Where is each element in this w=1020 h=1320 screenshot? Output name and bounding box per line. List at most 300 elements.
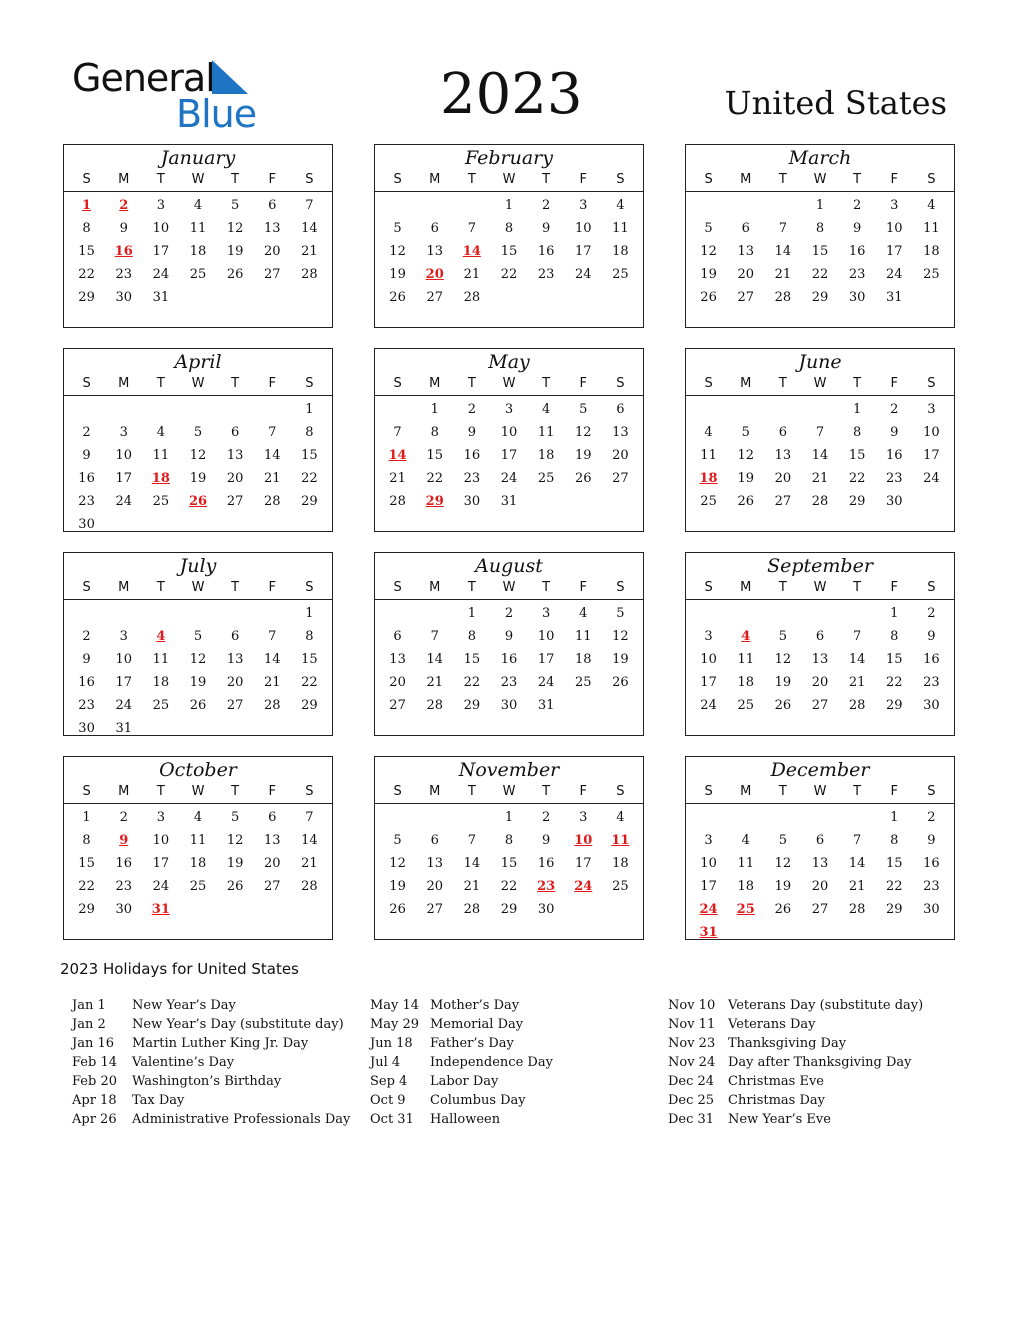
weekday-label: M xyxy=(740,172,752,187)
calendar-day: 31 xyxy=(500,494,518,509)
holiday-day: 20 xyxy=(425,267,444,282)
weekday-label: T xyxy=(778,172,787,187)
calendar-day: 17 xyxy=(923,448,940,463)
empty-cell xyxy=(801,602,838,625)
calendar-day: 19 xyxy=(189,675,207,690)
calendar-day: 27 xyxy=(811,698,829,713)
calendar-day: 23 xyxy=(115,879,132,894)
calendar-day: 1 xyxy=(82,810,91,825)
weekday-label: W xyxy=(191,172,205,187)
days-grid xyxy=(686,602,954,717)
calendar-day: 16 xyxy=(78,471,95,486)
weekday-label: T xyxy=(467,784,476,799)
holiday-row xyxy=(72,1034,350,1053)
calendar-day: 3 xyxy=(156,198,165,213)
holiday-day: 11 xyxy=(611,833,630,848)
calendar-day: 22 xyxy=(78,267,95,282)
calendar-day: 11 xyxy=(152,652,170,667)
weekday-label: F xyxy=(268,172,277,187)
calendar-day: 26 xyxy=(612,675,629,690)
empty-cell xyxy=(416,602,453,625)
calendar-day: 27 xyxy=(226,494,244,509)
calendar-day: 26 xyxy=(226,879,244,894)
weekday-label: T xyxy=(853,784,862,799)
empty-cell xyxy=(453,806,490,829)
calendar-day: 27 xyxy=(811,902,829,917)
calendar-day: 4 xyxy=(616,810,625,825)
month-june xyxy=(685,348,955,532)
holiday-row xyxy=(370,996,553,1015)
weekday-label: W xyxy=(191,376,205,391)
calendar-day: 23 xyxy=(848,267,866,282)
weekday-label: T xyxy=(156,376,165,391)
weekday-label: T xyxy=(853,376,862,391)
weekday-label: S xyxy=(927,784,936,799)
calendar-day: 14 xyxy=(301,221,318,236)
holiday-name: Tax Day xyxy=(132,1093,185,1108)
empty-cell xyxy=(727,194,764,217)
weekday-label: S xyxy=(616,784,625,799)
calendar-day: 17 xyxy=(115,471,132,486)
calendar-day: 21 xyxy=(264,471,281,486)
calendar-day: 7 xyxy=(268,629,277,644)
holiday-date: Apr 18 xyxy=(72,1093,117,1108)
calendar-day: 30 xyxy=(78,721,95,736)
month-september xyxy=(685,552,955,736)
month-name: October xyxy=(159,759,237,781)
holiday-row xyxy=(668,1053,923,1072)
calendar-day: 16 xyxy=(886,448,903,463)
month-name: November xyxy=(458,759,560,781)
calendar-day: 4 xyxy=(156,425,165,440)
calendar-day: 12 xyxy=(774,652,792,667)
empty-cell xyxy=(254,398,291,421)
calendar-day: 24 xyxy=(886,267,903,282)
calendar-day: 25 xyxy=(189,267,207,282)
calendar-day: 11 xyxy=(737,856,754,871)
calendar-day: 1 xyxy=(430,402,439,417)
weekday-label: M xyxy=(429,376,441,391)
holiday-day: 29 xyxy=(425,494,444,509)
calendar-day: 21 xyxy=(389,471,406,486)
empty-cell xyxy=(217,398,254,421)
holiday-column xyxy=(370,996,553,1129)
calendar-day: 2 xyxy=(82,629,91,644)
calendar-day: 8 xyxy=(430,425,439,440)
calendar-day: 5 xyxy=(778,629,787,644)
holiday-row xyxy=(668,1072,923,1091)
holiday-row xyxy=(72,1091,350,1110)
weekday-label: M xyxy=(740,580,752,595)
calendar-day: 31 xyxy=(152,290,170,305)
weekday-label: T xyxy=(778,784,787,799)
calendar-day: 28 xyxy=(774,290,792,305)
calendar-day: 1 xyxy=(305,606,314,621)
holiday-name: Christmas Day xyxy=(728,1093,825,1108)
calendar-day: 11 xyxy=(612,221,629,236)
calendar-day: 8 xyxy=(305,425,314,440)
calendar-day: 11 xyxy=(575,629,592,644)
days-grid xyxy=(64,602,332,740)
weekday-label: W xyxy=(813,376,827,391)
empty-cell xyxy=(764,398,801,421)
calendar-day: 19 xyxy=(700,267,717,282)
calendar-day: 3 xyxy=(504,402,514,417)
weekday-label: S xyxy=(393,580,402,595)
calendar-day: 15 xyxy=(426,448,443,463)
weekday-label: W xyxy=(813,172,827,187)
calendar-day: 18 xyxy=(612,244,629,259)
calendar-day: 2 xyxy=(927,606,936,621)
holiday-date: Dec 24 xyxy=(668,1074,715,1089)
holiday-day: 18 xyxy=(699,471,718,486)
calendar-day: 27 xyxy=(226,698,244,713)
calendar-day: 22 xyxy=(426,471,443,486)
days-grid xyxy=(375,806,643,921)
weekday-header xyxy=(64,169,332,192)
month-name: February xyxy=(464,147,553,169)
calendar-day: 1 xyxy=(890,606,899,621)
calendar-day: 7 xyxy=(268,425,277,440)
calendar-day: 30 xyxy=(537,902,555,917)
holiday-row xyxy=(72,1053,350,1072)
calendar-day: 10 xyxy=(115,652,132,667)
holiday-name: Halloween xyxy=(430,1112,501,1127)
calendar-day: 31 xyxy=(537,698,555,713)
weekday-label: F xyxy=(579,784,588,799)
calendar-day: 8 xyxy=(890,833,899,848)
holiday-name: Independence Day xyxy=(430,1055,553,1070)
calendar-day: 10 xyxy=(500,425,518,440)
calendar-day: 14 xyxy=(774,244,792,259)
holiday-row xyxy=(668,1091,923,1110)
calendar-day: 9 xyxy=(504,629,514,644)
calendar-day: 30 xyxy=(78,517,95,532)
holiday-name: New Year’s Day xyxy=(132,998,236,1013)
calendar-day: 20 xyxy=(426,879,443,894)
calendar-day: 17 xyxy=(700,879,717,894)
weekday-label: S xyxy=(393,376,402,391)
calendar-day: 25 xyxy=(537,471,555,486)
calendar-day: 14 xyxy=(264,448,281,463)
calendar-day: 26 xyxy=(226,267,244,282)
calendar-day: 14 xyxy=(301,833,318,848)
calendar-day: 2 xyxy=(82,425,91,440)
calendar-day: 15 xyxy=(848,448,866,463)
weekday-label: T xyxy=(231,376,240,391)
calendar-day: 26 xyxy=(189,698,207,713)
calendar-day: 19 xyxy=(612,652,629,667)
weekday-label: S xyxy=(393,784,402,799)
weekday-label: S xyxy=(616,172,625,187)
calendar-day: 7 xyxy=(852,833,862,848)
calendar-day: 29 xyxy=(886,698,903,713)
calendar-day: 6 xyxy=(230,629,240,644)
weekday-label: S xyxy=(704,172,713,187)
calendar-day: 16 xyxy=(848,244,866,259)
holiday-day: 31 xyxy=(699,925,718,940)
calendar-day: 9 xyxy=(541,833,551,848)
weekday-label: T xyxy=(156,172,165,187)
calendar-day: 10 xyxy=(115,448,132,463)
calendar-day: 8 xyxy=(852,425,862,440)
weekday-label: F xyxy=(890,172,899,187)
calendar-day: 18 xyxy=(189,244,207,259)
calendar-day: 18 xyxy=(189,856,207,871)
calendar-day: 6 xyxy=(815,833,825,848)
weekday-label: S xyxy=(82,172,91,187)
weekday-label: S xyxy=(82,580,91,595)
calendar-day: 5 xyxy=(193,629,203,644)
holiday-day: 25 xyxy=(736,902,755,917)
holiday-day: 31 xyxy=(151,902,170,917)
holiday-day: 10 xyxy=(574,833,593,848)
calendar-day: 10 xyxy=(152,833,170,848)
calendar-day: 8 xyxy=(815,221,825,236)
calendar-day: 28 xyxy=(426,698,443,713)
weekday-label: W xyxy=(813,580,827,595)
calendar-day: 26 xyxy=(774,902,792,917)
holiday-row xyxy=(370,1034,553,1053)
calendar-day: 29 xyxy=(301,494,318,509)
calendar-day: 25 xyxy=(189,879,207,894)
weekday-label: F xyxy=(579,172,588,187)
calendar-day: 20 xyxy=(264,856,281,871)
calendar-day: 16 xyxy=(78,675,95,690)
holiday-row xyxy=(668,996,923,1015)
month-october xyxy=(63,756,333,940)
holiday-day: 2 xyxy=(119,198,129,213)
empty-cell xyxy=(379,194,416,217)
weekday-label: S xyxy=(927,376,936,391)
calendar-day: 27 xyxy=(612,471,629,486)
days-grid xyxy=(686,194,954,309)
holiday-day: 18 xyxy=(151,471,170,486)
calendar-day: 9 xyxy=(82,652,91,667)
empty-cell xyxy=(690,194,727,217)
month-april xyxy=(63,348,333,532)
weekday-label: S xyxy=(305,376,314,391)
calendar-day: 3 xyxy=(579,198,588,213)
weekday-label: T xyxy=(778,376,787,391)
calendar-day: 17 xyxy=(152,856,170,871)
empty-cell xyxy=(839,602,876,625)
calendar-day: 7 xyxy=(467,221,476,236)
calendar-day: 13 xyxy=(264,221,281,236)
calendar-day: 10 xyxy=(886,221,903,236)
calendar-day: 24 xyxy=(115,698,132,713)
calendar-day: 16 xyxy=(923,652,940,667)
calendar-day: 2 xyxy=(852,198,862,213)
holiday-day: 26 xyxy=(188,494,208,509)
holiday-name: New Year’s Day (substitute day) xyxy=(132,1017,344,1032)
calendar-day: 11 xyxy=(189,221,207,236)
calendar-day: 2 xyxy=(541,198,551,213)
calendar-day: 18 xyxy=(612,856,629,871)
calendar-day: 9 xyxy=(82,448,91,463)
holiday-date: Nov 11 xyxy=(668,1017,716,1032)
calendar-day: 5 xyxy=(193,425,203,440)
calendar-day: 17 xyxy=(575,856,592,871)
month-name: March xyxy=(788,147,852,169)
holiday-date: Dec 25 xyxy=(668,1093,715,1108)
month-name: May xyxy=(488,351,530,373)
calendar-day: 13 xyxy=(811,652,829,667)
holiday-name: Washington’s Birthday xyxy=(132,1074,282,1089)
calendar-day: 1 xyxy=(815,198,825,213)
weekday-label: W xyxy=(813,784,827,799)
calendar-day: 17 xyxy=(886,244,903,259)
empty-cell xyxy=(68,398,105,421)
calendar-day: 8 xyxy=(504,221,514,236)
weekday-label: S xyxy=(616,376,625,391)
calendar-day: 1 xyxy=(467,606,476,621)
calendar-day: 31 xyxy=(115,721,132,736)
holiday-day: 9 xyxy=(119,833,129,848)
calendar-day: 20 xyxy=(774,471,792,486)
calendar-day: 6 xyxy=(616,402,625,417)
calendar-day: 18 xyxy=(537,448,555,463)
calendar-day: 19 xyxy=(737,471,754,486)
empty-cell xyxy=(416,806,453,829)
weekday-label: S xyxy=(704,376,713,391)
empty-cell xyxy=(105,602,142,625)
calendar-day: 19 xyxy=(575,448,592,463)
calendar-day: 12 xyxy=(774,856,792,871)
weekday-header xyxy=(375,169,643,192)
calendar-day: 12 xyxy=(226,833,244,848)
weekday-label: T xyxy=(853,580,862,595)
calendar-day: 27 xyxy=(264,267,281,282)
holiday-name: Martin Luther King Jr. Day xyxy=(132,1036,309,1051)
calendar-day: 19 xyxy=(774,879,792,894)
weekday-label: S xyxy=(305,172,314,187)
calendar-day: 3 xyxy=(541,606,551,621)
holiday-date: Feb 20 xyxy=(72,1074,117,1089)
calendar-day: 5 xyxy=(704,221,713,236)
holiday-day: 14 xyxy=(388,448,407,463)
calendar-day: 10 xyxy=(152,221,170,236)
holiday-date: Oct 31 xyxy=(370,1112,414,1127)
calendar-day: 15 xyxy=(463,652,481,667)
holiday-row xyxy=(72,1015,350,1034)
holiday-row xyxy=(72,996,350,1015)
calendar-day: 27 xyxy=(264,879,281,894)
calendar-day: 23 xyxy=(78,698,95,713)
calendar-day: 13 xyxy=(389,652,406,667)
weekday-label: M xyxy=(118,784,130,799)
calendar-day: 7 xyxy=(430,629,439,644)
calendar-day: 21 xyxy=(301,856,318,871)
weekday-label: T xyxy=(231,784,240,799)
weekday-label: S xyxy=(704,784,713,799)
weekday-label: F xyxy=(890,376,899,391)
calendar-day: 11 xyxy=(700,448,717,463)
days-grid xyxy=(64,806,332,921)
weekday-label: F xyxy=(268,376,277,391)
weekday-header xyxy=(375,781,643,804)
empty-cell xyxy=(217,602,254,625)
calendar-day: 15 xyxy=(301,448,318,463)
calendar-day: 30 xyxy=(463,494,481,509)
holiday-row xyxy=(668,1110,923,1129)
calendar-day: 10 xyxy=(700,652,717,667)
calendar-day: 25 xyxy=(737,698,754,713)
days-grid xyxy=(686,806,954,944)
weekday-label: W xyxy=(502,784,516,799)
weekday-label: F xyxy=(579,580,588,595)
month-january xyxy=(63,144,333,328)
calendar-day: 22 xyxy=(848,471,866,486)
calendar-day: 14 xyxy=(463,856,481,871)
calendar-day: 23 xyxy=(537,267,555,282)
holiday-day: 14 xyxy=(462,244,481,259)
calendar-day: 29 xyxy=(78,290,95,305)
calendar-day: 4 xyxy=(616,198,625,213)
weekday-label: T xyxy=(467,172,476,187)
holiday-date: Jun 18 xyxy=(370,1036,413,1051)
holiday-row xyxy=(72,1110,350,1129)
weekday-label: S xyxy=(616,580,625,595)
calendar-day: 28 xyxy=(389,494,406,509)
calendar-day: 6 xyxy=(430,221,439,236)
calendar-day: 4 xyxy=(741,833,750,848)
weekday-label: T xyxy=(542,172,551,187)
weekday-label: W xyxy=(502,376,516,391)
weekday-label: T xyxy=(542,580,551,595)
holiday-name: Day after Thanksgiving Day xyxy=(728,1055,912,1070)
holiday-date: Jan 1 xyxy=(72,998,106,1013)
calendar-day: 6 xyxy=(230,425,240,440)
calendar-day: 10 xyxy=(575,221,592,236)
weekday-header xyxy=(64,373,332,396)
calendar-day: 20 xyxy=(811,879,829,894)
calendar-day: 24 xyxy=(152,879,170,894)
calendar-day: 15 xyxy=(301,652,318,667)
holiday-name: New Year’s Eve xyxy=(728,1112,831,1127)
calendar-day: 5 xyxy=(230,810,240,825)
calendar-day: 21 xyxy=(264,675,281,690)
holiday-row xyxy=(370,1015,553,1034)
holiday-date: Sep 4 xyxy=(370,1074,408,1089)
calendar-day: 27 xyxy=(426,902,443,917)
calendar-day: 16 xyxy=(115,856,132,871)
holiday-row xyxy=(370,1053,553,1072)
calendar-day: 30 xyxy=(115,290,132,305)
weekday-label: F xyxy=(579,376,588,391)
calendar-day: 27 xyxy=(774,494,792,509)
calendar-day: 11 xyxy=(537,425,555,440)
calendar-day: 15 xyxy=(500,856,518,871)
calendar-day: 12 xyxy=(189,652,207,667)
holiday-name: Mother’s Day xyxy=(430,998,520,1013)
empty-cell xyxy=(764,806,801,829)
month-august xyxy=(374,552,644,736)
empty-cell xyxy=(379,398,416,421)
calendar-day: 11 xyxy=(152,448,170,463)
days-grid xyxy=(64,194,332,309)
empty-cell xyxy=(379,602,416,625)
calendar-day: 19 xyxy=(189,471,207,486)
calendar-day: 15 xyxy=(811,244,829,259)
calendar-day: 3 xyxy=(156,810,165,825)
weekday-label: T xyxy=(467,376,476,391)
calendar-day: 14 xyxy=(848,652,866,667)
weekday-header xyxy=(375,373,643,396)
calendar-day: 28 xyxy=(301,879,318,894)
holiday-row xyxy=(668,1015,923,1034)
weekday-label: S xyxy=(305,580,314,595)
